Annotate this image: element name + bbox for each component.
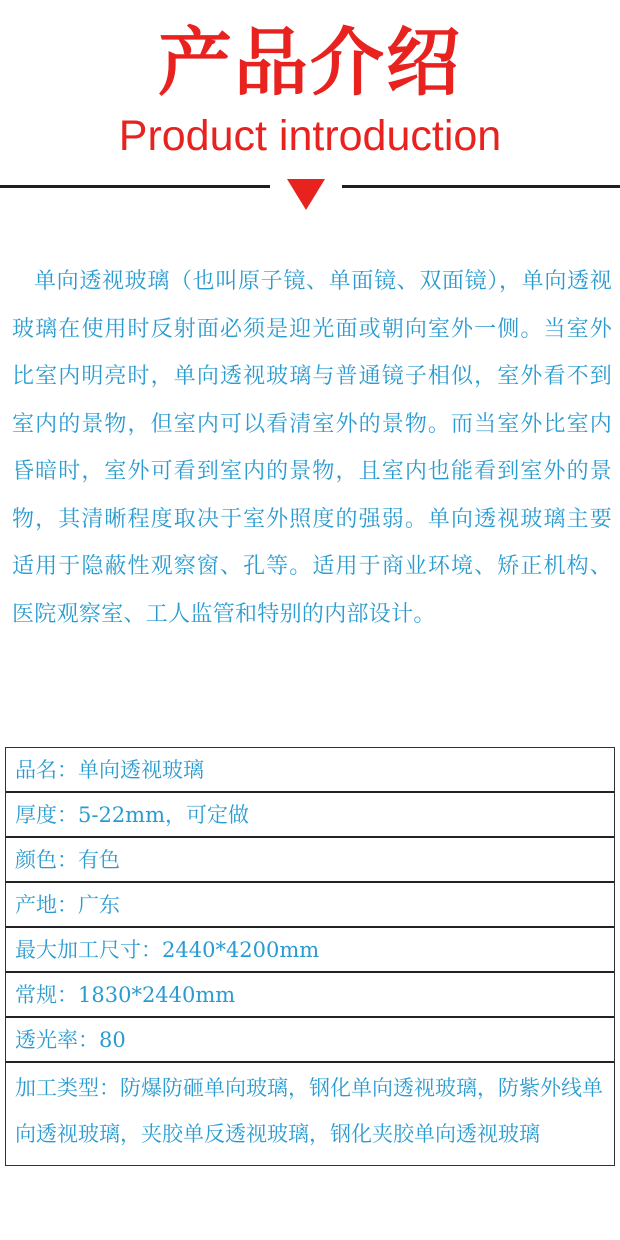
divider-right bbox=[342, 185, 620, 188]
page-title-cn: 产品介绍 bbox=[158, 20, 462, 106]
spec-row-name: 品名：单向透视玻璃 bbox=[6, 748, 614, 793]
intro-paragraph: 单向透视玻璃（也叫原子镜、单面镜、双面镜），单向透视玻璃在使用时反射面必须是迎光面或朝向室外一侧。当室外比室内明亮时，单向透视玻璃与普通镜子相似，室外看不到室内的景物，但室内可以看清室外的景物。而当室外比室内昏暗时，室外可看到室内的景物，且室内也能看到室外的景物，其清晰程度取决于室外照度的强弱。单向透视玻璃主要适用于隐蔽性观察窗、孔等。适用于商业环境、矫正机构、医院观察室、工人监管和特别的内部设计。 bbox=[12, 269, 612, 627]
spec-row-thickness: 厚度：5-22mm，可定做 bbox=[6, 793, 614, 838]
down-arrow-icon bbox=[287, 179, 325, 210]
divider-left bbox=[0, 185, 270, 188]
spec-row-color: 颜色：有色 bbox=[6, 838, 614, 883]
page-title-en: Product introduction bbox=[118, 112, 502, 160]
spec-table bbox=[5, 747, 615, 1166]
spec-row-max-size: 最大加工尺寸：2440*4200mm bbox=[6, 928, 614, 973]
spec-row-origin: 产地：广东 bbox=[6, 883, 614, 928]
spec-row-transmittance: 透光率：80 bbox=[6, 1018, 614, 1063]
spec-row-standard-size: 常规：1830*2440mm bbox=[6, 973, 614, 1018]
spec-row-processing-types: 加工类型：防爆防砸单向玻璃，钢化单向透视玻璃，防紫外线单向透视玻璃，夹胶单反透视玻璃，钢化夹胶单向透视玻璃 bbox=[15, 1076, 603, 1146]
